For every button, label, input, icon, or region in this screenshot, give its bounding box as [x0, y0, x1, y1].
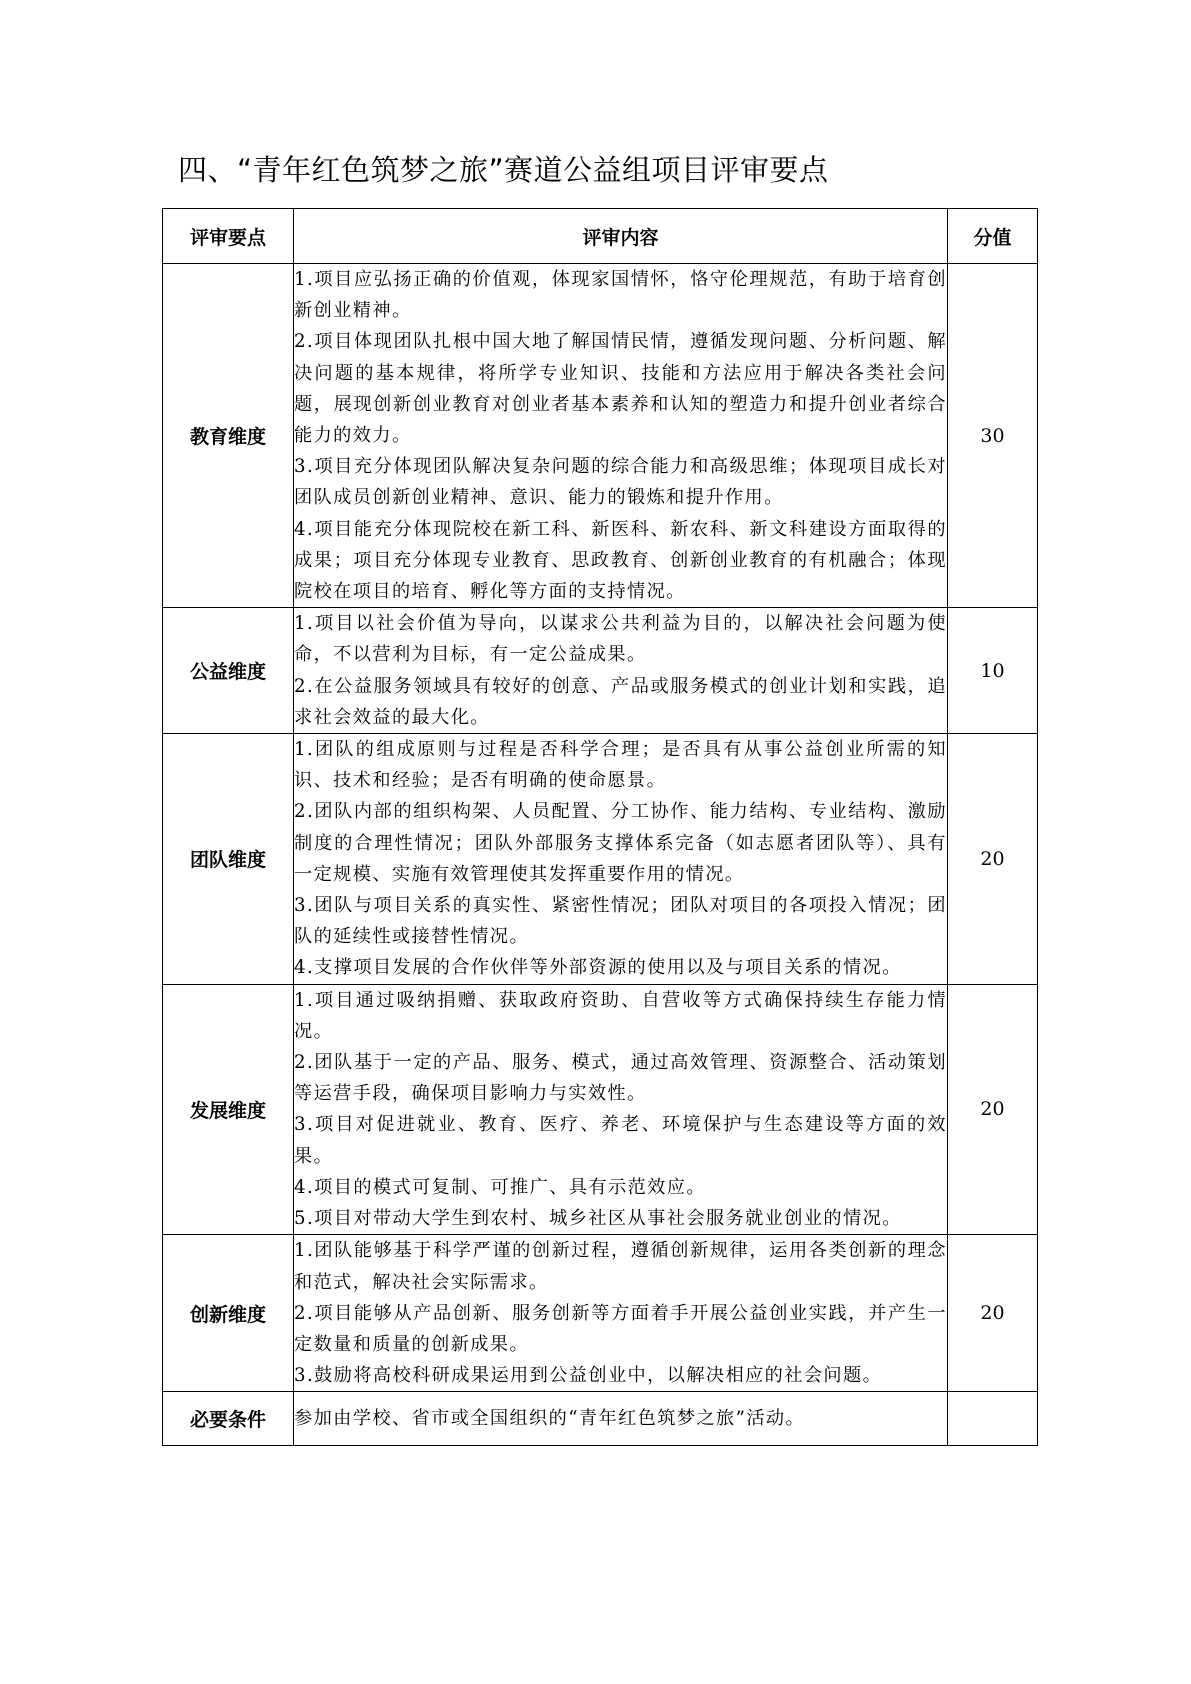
review-criteria-table — [162, 208, 1038, 1446]
dimension-cell: 必要条件 — [163, 1392, 294, 1446]
content-item: 3.项目充分体现团队解决复杂问题的综合能力和高级思维；体现项目成长对团队成员创新创业精神、意识、能力的锻炼和提升作用。 — [294, 456, 947, 509]
score-cell: 30 — [948, 264, 1038, 608]
content-cell — [294, 264, 948, 608]
score-cell: 20 — [948, 1235, 1038, 1392]
content-item: 1.项目应弘扬正确的价值观，体现家国情怀，恪守伦理规范，有助于培育创新创业精神。 — [294, 269, 947, 322]
content-item: 1.项目以社会价值为导向，以谋求公共利益为目的，以解决社会问题为使命，不以营利为目标，有一定公益成果。 — [294, 613, 947, 666]
table-row-team — [163, 734, 1038, 985]
content-item: 2.项目体现团队扎根中国大地了解国情民情，遵循发现问题、分析问题、解决问题的基本规律，将所学专业知识、技能和方法应用于解决各类社会问题，展现创新创业教育对创业者基本素养和认知的塑造力和提升创业者综合能力的效力。 — [294, 331, 947, 447]
table-row-public-welfare — [163, 608, 1038, 734]
table-header-row — [163, 209, 1038, 264]
content-cell — [294, 608, 948, 734]
score-cell: 10 — [948, 608, 1038, 734]
table-row-innovation — [163, 1235, 1038, 1392]
table-row-requirement — [163, 1392, 1038, 1446]
table-row-development — [163, 984, 1038, 1235]
header-score: 分值 — [948, 209, 1038, 264]
content-item: 3.项目对促进就业、教育、医疗、养老、环境保护与生态建设等方面的效果。 — [294, 1114, 947, 1167]
table-row-education — [163, 264, 1038, 608]
content-item: 5.项目对带动大学生到农村、城乡社区从事社会服务就业创业的情况。 — [294, 1208, 902, 1230]
score-cell: 20 — [948, 734, 1038, 985]
content-cell — [294, 1392, 948, 1446]
page-title: 四、“青年红色筑梦之旅”赛道公益组项目评审要点 — [178, 153, 829, 187]
score-cell — [948, 1392, 1038, 1446]
content-item: 4.项目能充分体现院校在新工科、新医科、新农科、新文科建设方面取得的成果；项目充分体现专业教育、思政教育、创新创业教育的有机融合；体现院校在项目的培育、孵化等方面的支持情况。 — [294, 518, 947, 603]
content-item: 3.鼓励将高校科研成果运用到公益创业中，以解决相应的社会问题。 — [294, 1365, 883, 1387]
content-item: 3.团队与项目关系的真实性、紧密性情况；团队对项目的各项投入情况；团队的延续性或接替性情况。 — [294, 895, 947, 948]
dimension-cell: 发展维度 — [163, 984, 294, 1235]
content-item: 4.项目的模式可复制、可推广、具有示范效应。 — [294, 1176, 706, 1198]
dimension-cell: 创新维度 — [163, 1235, 294, 1392]
content-item: 4.支撑项目发展的合作伙伴等外部资源的使用以及与项目关系的情况。 — [294, 957, 902, 979]
content-item: 1.项目通过吸纳捐赠、获取政府资助、自营收等方式确保持续生存能力情况。 — [294, 989, 947, 1042]
header-criteria: 评审要点 — [163, 209, 294, 264]
content-item: 2.在公益服务领域具有较好的创意、产品或服务模式的创业计划和实践，追求社会效益的最大化。 — [294, 675, 947, 728]
content-cell — [294, 984, 948, 1235]
dimension-cell: 团队维度 — [163, 734, 294, 985]
score-cell: 20 — [948, 984, 1038, 1235]
header-content: 评审内容 — [294, 209, 948, 264]
content-cell — [294, 1235, 948, 1392]
dimension-cell: 公益维度 — [163, 608, 294, 734]
content-cell — [294, 734, 948, 985]
content-item: 1.团队的组成原则与过程是否科学合理；是否具有从事公益创业所需的知识、技术和经验；是否有明确的使命愿景。 — [294, 739, 947, 792]
content-item: 2.团队内部的组织构架、人员配置、分工协作、能力结构、专业结构、激励制度的合理性情况；团队外部服务支撑体系完备（如志愿者团队等）、具有一定规模、实施有效管理使其发挥重要作用的情况。 — [294, 801, 947, 885]
content-item: 2.项目能够从产品创新、服务创新等方面着手开展公益创业实践，并产生一定数量和质量的创新成果。 — [294, 1302, 947, 1355]
content-item: 参加由学校、省市或全国组织的“青年红色筑梦之旅”活动。 — [294, 1408, 806, 1430]
content-item: 2.团队基于一定的产品、服务、模式，通过高效管理、资源整合、活动策划等运营手段，确保项目影响力与实效性。 — [294, 1052, 947, 1105]
content-item: 1.团队能够基于科学严谨的创新过程，遵循创新规律，运用各类创新的理念和范式，解决社会实际需求。 — [294, 1240, 947, 1293]
dimension-cell: 教育维度 — [163, 264, 294, 608]
